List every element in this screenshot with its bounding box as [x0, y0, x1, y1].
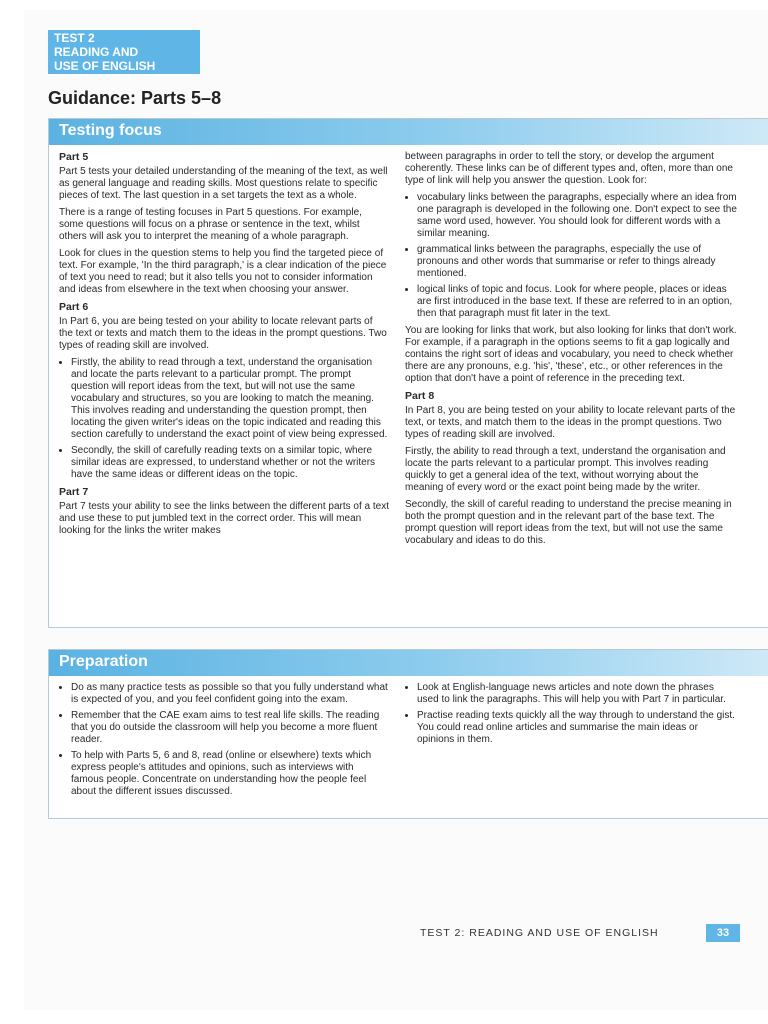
- part8-paragraph-2: Firstly, the ability to read through a text, understand the organisation and locate the parts relevant to a particular prompt. This involves reading quickly to get a general idea of the text, without worrying about the meaning of every word or the exact point being made by the writer.: [405, 446, 726, 493]
- part8-paragraph-1: In Part 8, you are being tested on your ability to locate relevant parts of the text, or texts, and match them to the ideas in the prompt questions. Two types of reading skill are involved.: [405, 405, 736, 440]
- part5-paragraph-3: Look for clues in the question stems to help you find the targeted piece of text. For example, 'In the third paragraph,' is a clear indication of the piece of text you need to read; but it also tells you not to consider information and ideas from elsewhere in the text when choosing your answer.: [59, 248, 387, 295]
- testing-focus-heading: Testing focus: [49, 119, 768, 145]
- part8-paragraph-3: Secondly, the skill of careful reading to understand the precise meaning in both the prompt question and in the relevant part of the base text. The prompt question will report ideas from the text, but will not use the same vocabulary and ideas to do this.: [405, 499, 732, 546]
- testing-focus-left-column: [59, 151, 389, 542]
- preparation-tip: • To help with Parts 5, 6 and 8, read (online or elsewhere) texts which express people's attitudes and opinions, such as interviews with famous people. Concentrate on understanding how the people feel about the different issues discussed.: [71, 750, 389, 798]
- part7-heading: Part 7: [59, 486, 89, 498]
- page-title: Guidance: Parts 5–8: [48, 88, 222, 108]
- part7-bullet-list: [405, 192, 737, 320]
- preparation-tip: • Do as many practice tests as possible so that you fully understand what is expected of you, and you feel confident going into the exam.: [71, 682, 389, 706]
- testing-focus-columns: [59, 151, 762, 623]
- part6-heading: Part 6: [59, 301, 89, 313]
- part8-heading: Part 8: [405, 390, 435, 402]
- preparation-columns: [59, 682, 762, 814]
- label-line-3: USE OF ENGLISH: [54, 59, 156, 73]
- preparation-tip: • Practise reading texts quickly all the way through to understand the gist. You could read online articles and summarise the main ideas or opinions in them.: [417, 710, 737, 746]
- part7-bullet-2: • grammatical links between the paragraphs, especially the use of pronouns and other words that summarise or refer to things already mentioned.: [417, 244, 737, 280]
- part6-paragraph-1: In Part 6, you are being tested on your ability to locate relevant parts of the text or texts and match them to the ideas in the prompt questions. Two types of reading skill are involved.: [59, 316, 387, 351]
- test-section-label: [48, 30, 200, 74]
- preparation-right-list: [405, 682, 737, 746]
- preparation-tip: • Remember that the CAE exam aims to test real life skills. The reading that you do outside the classroom will help you become a more fluent reader.: [71, 710, 389, 746]
- preparation-right-column: [405, 682, 737, 751]
- part6-bullet-list: [59, 357, 389, 481]
- part7-bullet-1: • vocabulary links between the paragraphs, especially where an idea from one paragraph is developed in the following one. Don't expect to see the same word used, however. You should look for different words with a similar meaning.: [417, 192, 737, 240]
- testing-focus-box: [48, 118, 768, 628]
- part7-paragraph-2: between paragraphs in order to tell the story, or develop the argument coherently. These links can be of different types and, often, more than one type of link will help you answer the question. Look for:: [405, 151, 733, 186]
- preparation-left-list: [59, 682, 389, 798]
- label-line-1: TEST 2: [54, 31, 95, 45]
- testing-focus-right-column: [405, 151, 737, 552]
- part7-paragraph-3: You are looking for links that work, but also looking for links that don't work. For example, if a paragraph in the options seems to fit a gap logically and contains the right sort of ideas and vocabulary, you need to check whether there are any pronouns, e.g. 'his', 'these', etc., or other references in the option that don't have a point of reference in the preceding text.: [405, 325, 737, 384]
- part6-bullet-1: • Firstly, the ability to read through a text, understand the organisation and locate the parts relevant to a particular prompt. The prompt question will report ideas from the text, but will not use the same vocabulary and structures, so you are looking to match the meaning. This involves reading and understanding the question prompt, then locating the given writer's ideas on the topic indicated and reading this section carefully to understand the exact point of view being expressed.: [71, 357, 389, 441]
- part5-heading: Part 5: [59, 151, 89, 163]
- part5-paragraph-1: Part 5 tests your detailed understanding of the meaning of the text, as well as general language and reading skills. Most questions relate to specific pieces of text. The last question in a set targets the text as a whole.: [59, 166, 388, 201]
- preparation-tip: • Look at English-language news articles and note down the phrases used to link the paragraphs. This will help you with Part 7 in particular.: [417, 682, 737, 706]
- preparation-box: [48, 649, 768, 819]
- page-number: 33: [706, 924, 740, 942]
- preparation-heading: Preparation: [49, 650, 768, 676]
- preparation-left-column: [59, 682, 389, 803]
- part5-paragraph-2: There is a range of testing focuses in Part 5 questions. For example, some questions will focus on a phrase or sentence in the text, whilst others will ask you to interpret the meaning of a whole paragraph.: [59, 207, 362, 242]
- part7-bullet-3: • logical links of topic and focus. Look for where people, places or ideas are first introduced in the base text. If these are referred to in an option, then that paragraph must fit later in the text.: [417, 284, 737, 320]
- part7-paragraph-1: Part 7 tests your ability to see the links between the different parts of a text and use these to put jumbled text in the correct order. This will mean looking for the links the writer makes: [59, 501, 389, 536]
- label-line-2: READING AND: [54, 45, 139, 59]
- part6-bullet-2: • Secondly, the skill of carefully reading texts on a similar topic, where similar ideas are expressed, to understand whether or not the writers have the same ideas or different ideas on the topic.: [71, 445, 389, 481]
- footer-section-title: TEST 2: READING AND USE OF ENGLISH: [420, 927, 659, 939]
